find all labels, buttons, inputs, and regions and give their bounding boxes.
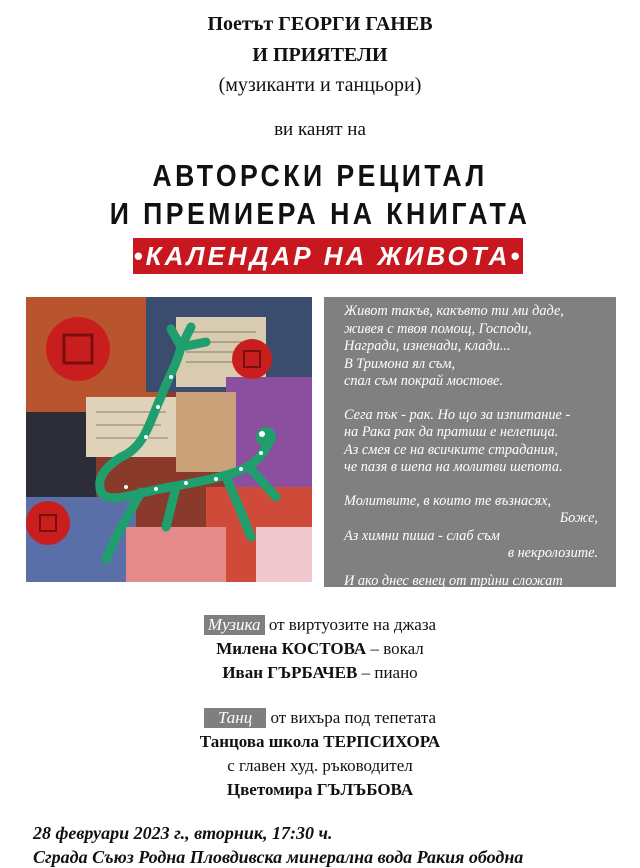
event-date: 28 февруари 2023 г., вторник, 17:30 ч.	[33, 823, 333, 843]
poem-line: Аз смея се на всичките страдания,	[344, 441, 559, 458]
cover-artwork	[26, 297, 312, 582]
dance-leader-name: Цветомира ГЪЛЪБОВА	[226, 780, 414, 799]
poem-line: Живот такъв, какъвто ти ми даде,	[344, 303, 564, 319]
performer2-role: – пиано	[357, 663, 418, 682]
poet-line: Поетът ГЕОРГИ ГАНЕВ	[207, 13, 433, 35]
music-intro: от виртуозите на джаза	[264, 615, 437, 634]
poem-line: Молитвите, в които те възнасях,	[344, 492, 552, 509]
stanza-gap	[344, 477, 606, 493]
music-tag: Музика	[204, 615, 265, 635]
poem-line: че пазя в шепа на молитви шепота.	[344, 459, 563, 475]
event-title-line2: И ПРЕМИЕРА НА КНИГАТА	[109, 196, 531, 231]
book-title-banner: •КАЛЕНДАР НА ЖИВОТА•	[133, 238, 523, 274]
poem-line: И ако днес венец от трѝни сложат	[344, 572, 563, 589]
poem-panel	[324, 297, 616, 606]
poem-line: в некролозите.	[507, 545, 598, 561]
dance-intro: от вихъра под тепетата	[266, 708, 437, 727]
poem-line: живея с твоя помощ, Господи,	[344, 320, 532, 337]
poem-line: Награди, изненади, клади...	[344, 338, 511, 354]
stanza-gap	[344, 563, 606, 573]
invite-line: ви канят на	[274, 119, 366, 140]
friends-line: И ПРИЯТЕЛИ	[252, 44, 388, 66]
subtitle-line: (музиканти и танцьори)	[218, 74, 422, 96]
event-title-line1: АВТОРСКИ РЕЦИТАЛ	[152, 158, 488, 193]
dance-school: Танцова школа ТЕРПСИХОРА	[199, 732, 441, 751]
performer2-name: Иван ГЪРБАЧЕВ	[222, 663, 358, 682]
poem-line: Аз химни пиша - слаб съм	[344, 527, 500, 544]
poem-line: Боже,	[559, 510, 598, 526]
stanza-gap	[344, 391, 606, 407]
dance-tag: Танц	[204, 708, 266, 728]
event-venue: Сграда Съюз Родна Пловдивска минерална вода Ракия ободна	[33, 847, 524, 867]
dance-intro-line	[0, 708, 640, 728]
performer1-name: Милена КОСТОВА	[216, 639, 367, 658]
poem-line: спал съм покрай мостове.	[344, 373, 503, 389]
performer2-line	[0, 663, 640, 683]
performer1-line	[0, 639, 640, 659]
poem-line: Сега пък - рак. Но що за изпитание -	[344, 406, 571, 423]
poem-line: В Тримона ял съм,	[344, 355, 456, 372]
music-intro-line	[0, 615, 640, 635]
performer1-role: – вокал	[366, 639, 424, 658]
poem-line: на челото ми, утре ще са рози те.	[344, 590, 555, 606]
dance-leader-intro: с главен худ. ръководител	[227, 756, 413, 775]
poem-line: на Рака рак да пратиш е нелепица.	[344, 424, 559, 440]
